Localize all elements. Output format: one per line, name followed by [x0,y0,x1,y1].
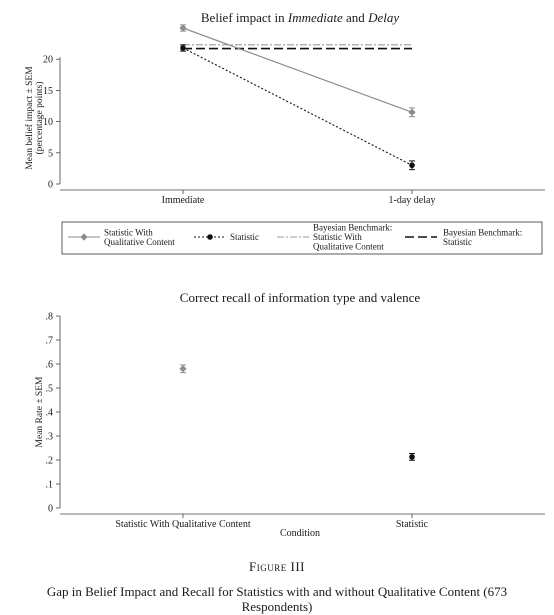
series-point-statistic [180,45,186,51]
series-point-statistic-with-qualitative-content [179,24,186,31]
series-line-statistic-with-qualitative-content [183,28,412,112]
chart-2-x-tick-label: Statistic With Qualitative Content [115,519,251,530]
chart-2-y-tick-label: .1 [45,479,53,491]
chart-1-title [201,10,399,25]
legend-marker-statistic-with-qualitative-content [80,233,87,240]
legend-label-bayesian-benchmark-statistic-with-qualitative-content: Qualitative Content [313,241,384,252]
chart-1-title-part: Belief impact in [200,10,288,25]
chart-1-y-tick-label: 0 [48,179,53,191]
chart-1-y-label [24,66,45,170]
legend-label-statistic-with-qualitative-content: Qualitative Content [104,236,175,247]
recall-point-statistic-with-qualitative-content [179,365,186,372]
chart-1-title-part: Immediate [287,10,343,25]
legend-marker-statistic [207,234,213,240]
chart-1-y-tick-label: 20 [43,54,53,66]
legend-label-bayesian-benchmark-statistic: Statistic [443,236,472,247]
chart-1-y-tick-label: 15 [43,85,53,97]
chart-1-x-tick-label: Immediate [161,195,205,206]
chart-2-y-tick-label: .5 [45,383,53,395]
legend-label-statistic: Statistic [230,232,259,242]
series-point-statistic-with-qualitative-content [408,109,415,116]
chart-2-y-tick-label: .6 [45,359,53,371]
legend-label-bayesian-benchmark-statistic: Bayesian Benchmark: [443,227,523,238]
chart-2-x-label: Condition [279,528,321,539]
legend-label-bayesian-benchmark-statistic-with-qualitative-content: Bayesian Benchmark: [313,222,393,233]
figure-caption: Gap in Belief Impact and Recall for Statistics with and without Qualitative Content (673 Respondents) [46,584,508,614]
chart-1-y-label-line: (percentage points) [35,81,45,155]
recall-point-statistic [409,454,415,460]
series-point-statistic [409,162,415,168]
legend-label-statistic-with-qualitative-content: Statistic With [104,227,153,238]
chart-1-title-part: Delay [368,10,400,25]
chart-1-y-tick-label: 10 [43,117,53,129]
chart-2-y-tick-label: 0 [48,503,53,515]
chart-2-title: Correct recall of information type and valence [179,290,421,305]
chart-1-x-tick-label: 1-day delay [388,195,436,206]
chart-2-x-tick-label: Statistic [395,519,429,530]
chart-1-y-tick-label: 5 [48,148,53,160]
chart-2-y-tick-label: .4 [45,407,53,419]
chart-2-y-tick-label: .7 [45,335,53,347]
legend-label-bayesian-benchmark-statistic-with-qualitative-content: Statistic With [313,232,362,242]
series-line-statistic [183,48,412,165]
chart-2-y-tick-label: .2 [45,455,53,467]
chart-2-y-tick-label: .8 [45,311,53,323]
chart-2-y-label: Mean Rate ± SEM [35,376,45,448]
figure-label: Figure III [249,559,305,574]
chart-1-y-label-line: Mean belief impact ± SEM [25,66,35,170]
chart-1-title-part: and [342,10,369,25]
chart-2-y-tick-label: .3 [45,431,53,443]
